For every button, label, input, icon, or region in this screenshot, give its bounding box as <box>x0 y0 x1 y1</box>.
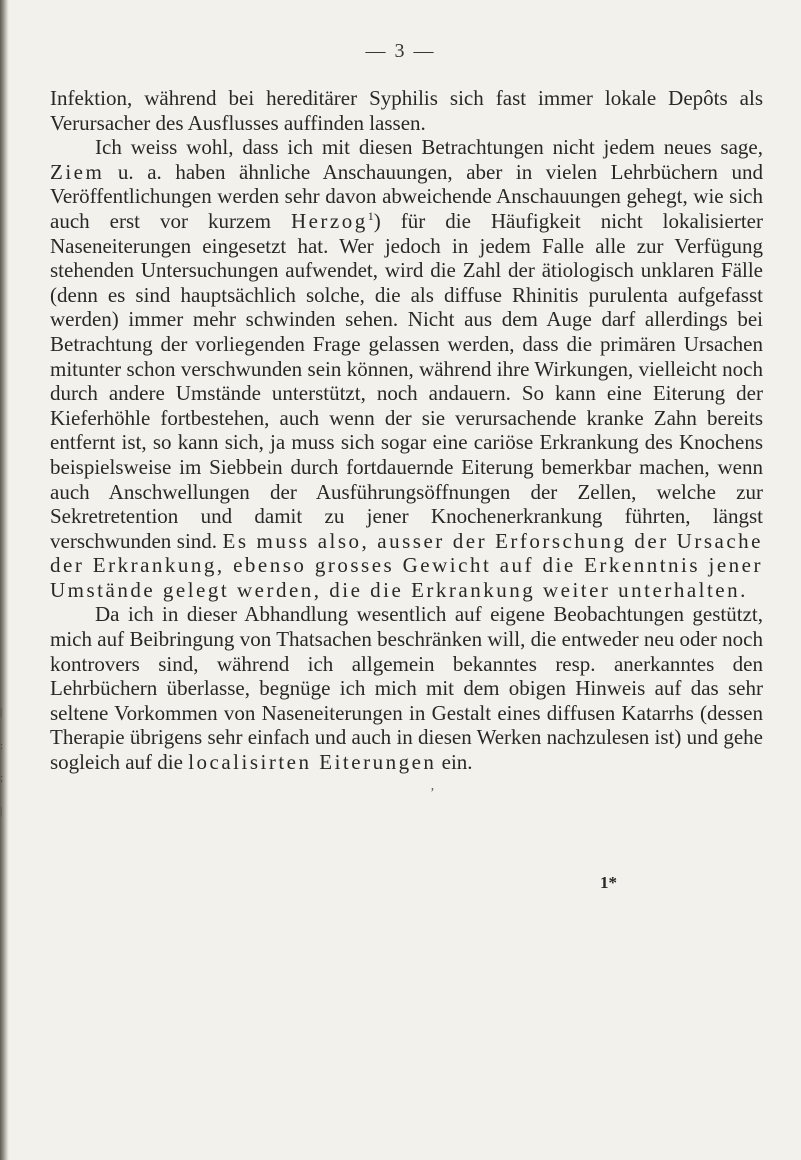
author-name: Ziem <box>50 159 105 184</box>
emphasized-text: localisirten Eiterungen <box>188 750 437 775</box>
text-run: Infektion, während bei hereditärer Syphilis sich fast immer lokale Depôts als Verursacher des Ausflusses auffinden lassen. <box>50 86 763 135</box>
paragraph <box>50 86 763 135</box>
body-text <box>50 86 763 775</box>
paragraph <box>50 602 763 774</box>
edge-tick-mark: | <box>0 706 3 718</box>
page-number: — 3 — <box>365 40 436 62</box>
footnote-marker: 1 <box>367 208 374 223</box>
author-name: Herzog <box>290 208 368 233</box>
emphasized-text: Es muss also, ausser der Erforschung der Ursache der Erkrankung, ebenso grosses Gewicht auf die Erkenntnis jener Umstände gelegt werden, die die Erkrankung weiter unterhalten. <box>50 528 763 602</box>
edge-tick-mark: ; <box>0 772 4 784</box>
text-run: ) für die Häufigkeit nicht lokalisierter Naseneiterungen eingesetzt hat. Wer jedoch in jedem Falle alle zur Verfügung stehenden Untersuchungen aufwendet, wird die Zahl der ätiologisch unklaren Fälle (denn es sind hauptsächlich solche, die als diffuse Rhinitis purulenta aufgefasst werden) immer mehr schwinden sehen. Nicht aus dem Auge darf allerdings bei Betrachtung der vorliegenden Frage gelassen werden, dass die primären Ursachen mitunter schon verschwunden sein können, während ihre Wirkungen, vielleicht noch durch andere Umstände unterstützt, noch andauern. So kann eine Eiterung der Kieferhöhle fortbestehen, auch wenn der sie verursachende kranke Zahn bereits entfernt ist, so kann sich, ja muss sich sogar eine cariöse Erkrankung des Knochens beispielsweise im Siebbein durch fortdauernde Eiterung bemerkbar machen, wenn auch Anschwellungen der Ausführungsöffnungen der Zellen, welche zur Sekretretention und damit zu jener Knochenerkrankung führten, längst verschwunden sind. <box>50 208 763 553</box>
edge-tick-mark: | <box>0 805 3 817</box>
text-run: ein. <box>436 750 473 775</box>
text-run: u. a. haben ähnliche Anschauungen, aber in vielen Lehrbüchern und Veröffentlichungen werden sehr davon abweichende Anschauungen gehegt, wie sich auch erst vor kurzem <box>50 159 763 233</box>
paragraph <box>50 135 763 602</box>
stray-ink-mark: ’ <box>430 786 435 801</box>
page-binding-edge <box>0 0 9 1160</box>
sheet-signature: 1* <box>600 873 617 892</box>
text-run: Ich weiss wohl, dass ich mit diesen Betrachtungen nicht jedem neues sage, <box>95 135 763 160</box>
edge-tick-mark: : <box>0 740 4 752</box>
text-run: Da ich in dieser Abhandlung wesentlich auf eigene Beobachtungen gestützt, mich auf Beibringung von Thatsachen beschränken will, die entweder neu oder noch kontrovers sind, während ich allgemein bekanntes resp. anerkanntes den Lehrbüchern überlasse, begnüge ich mich mit dem obigen Hinweis auf das sehr seltene Vorkommen von Naseneiterungen in Gestalt eines diffusen Katarrhs (dessen Therapie übrigens sehr einfach und auch in diesen Werken nachzulesen ist) und gehe sogleich auf die <box>50 602 763 775</box>
